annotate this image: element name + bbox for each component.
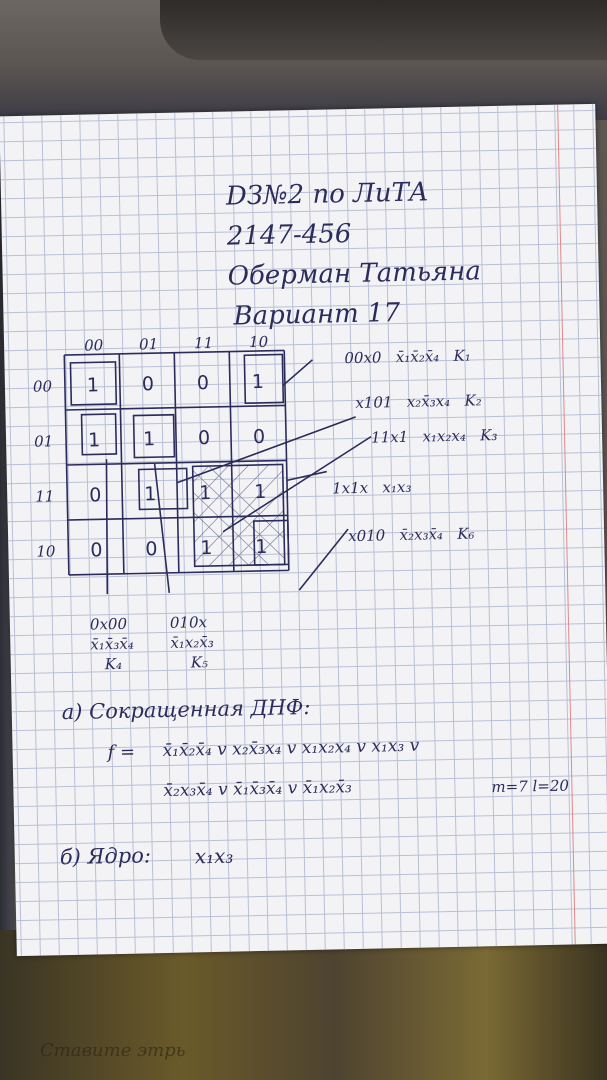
core-value: x₁x₃ — [194, 843, 234, 869]
implicant-label: K₂ — [464, 391, 482, 410]
kmap-cell: 0 — [90, 539, 103, 562]
kmap-cell: 1 — [142, 428, 156, 451]
implicant-term: x̄₁x̄₃x̄₄ — [90, 634, 134, 654]
row-label-00: 00 — [32, 377, 53, 396]
implicant-term: x̄₁x₂x̄₃ — [170, 632, 214, 652]
implicant-5 — [348, 524, 475, 545]
kmap-cell: 1 — [253, 480, 267, 504]
dnf-line-2: x̄₂x₃x̄₄ v x̄₁x̄₃x̄₄ v x̄₁x₂x̄₃ — [163, 777, 353, 802]
implicant-2 — [355, 391, 482, 412]
section-b-heading: б) Ядро: — [59, 843, 152, 870]
kmap-cell: 1 — [198, 481, 212, 505]
col-label-11: 11 — [193, 333, 214, 353]
kmap-cell: 1 — [143, 483, 157, 506]
implicant-label: K₃ — [480, 425, 498, 445]
implicant-code: 00x0 — [344, 348, 382, 368]
dnf-line-1: x̄₁x̄₂x̄₄ v x₂x̄₃x₄ v x₁x₂x₄ v x₁x₃ v — [162, 735, 420, 762]
karnaugh-map — [44, 324, 607, 636]
row-label-10: 10 — [36, 542, 56, 561]
implicant-4 — [332, 478, 412, 498]
implicant-code: 010x — [169, 613, 208, 632]
implicant-code: x010 — [347, 526, 386, 546]
implicant-term: x̄₁x̄₂x̄₄ — [395, 347, 440, 367]
implicant-1 — [344, 347, 471, 368]
implicant-term: x₂x̄₃x₄ — [406, 391, 451, 411]
section-a-heading: а) Сокращенная ДНФ: — [61, 694, 311, 725]
kmap-cell: 0 — [252, 425, 266, 449]
kmap-cell: 0 — [196, 372, 210, 395]
kmap-cell: 0 — [145, 538, 158, 561]
col-label-10: 10 — [248, 332, 269, 352]
implicant-label: K₅ — [190, 653, 209, 672]
implicant-label: K₁ — [453, 346, 471, 365]
implicant-bottom-2 — [170, 612, 215, 673]
kmap-cell: 0 — [141, 373, 155, 396]
kmap-cell: 1 — [87, 429, 101, 452]
implicant-term: x₁x₃ — [382, 477, 412, 497]
bottom-stamp-text: Ставите этрь — [40, 1040, 186, 1061]
implicant-code: x101 — [355, 393, 393, 412]
implicant-code: 0x00 — [89, 614, 128, 634]
function-label: f = — [107, 741, 136, 764]
implicant-code: 11x1 — [370, 427, 409, 447]
implicant-bottom-1 — [90, 614, 135, 675]
implicant-label: K₆ — [457, 524, 475, 543]
kmap-cell: 1 — [255, 535, 268, 559]
kmap-cell: 0 — [197, 426, 211, 450]
title-line-2: 2147-456 — [226, 218, 352, 252]
implicant-3 — [371, 426, 498, 447]
title-line-1: DЗ№2 по ЛиТА — [225, 177, 429, 212]
implicant-term: x₁x₂x₄ — [422, 426, 467, 446]
kmap-cell: 1 — [251, 370, 265, 394]
title-line-4: Вариант 17 — [233, 297, 401, 332]
background-fabric-fold — [160, 0, 607, 60]
kmap-cell: 1 — [86, 374, 100, 397]
dnf-stats: m=7 l=20 — [491, 776, 570, 797]
implicant-term: x̄₂x₃x̄₄ — [399, 525, 444, 545]
row-label-01: 01 — [33, 432, 54, 451]
col-label-01: 01 — [138, 335, 159, 354]
col-label-00: 00 — [83, 336, 104, 355]
kmap-cell: 1 — [200, 536, 213, 560]
graph-paper-sheet — [0, 104, 607, 956]
row-label-11: 11 — [35, 487, 55, 506]
implicant-label: K₄ — [104, 654, 123, 674]
title-line-3: Оберман Татьяна — [227, 256, 482, 292]
implicant-code: 1x1x — [331, 478, 369, 498]
kmap-cell: 0 — [89, 484, 102, 507]
